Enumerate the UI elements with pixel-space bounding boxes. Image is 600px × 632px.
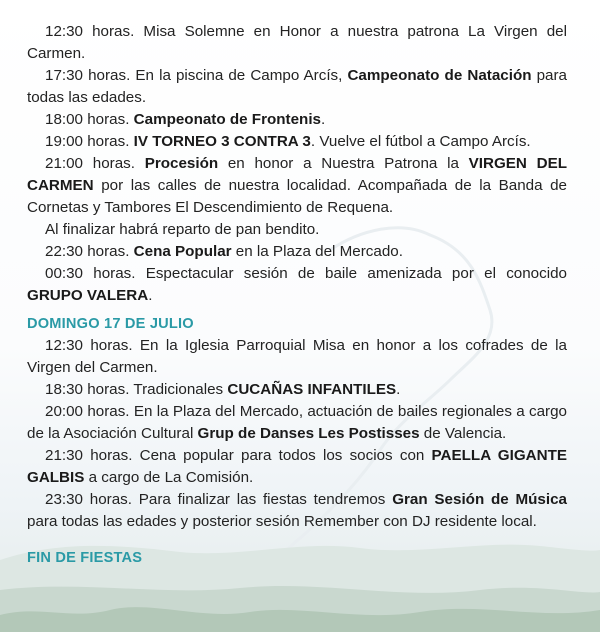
schedule-item xyxy=(27,131,567,153)
body-text: 19:00 horas. xyxy=(45,133,134,150)
body-text: por las calles de nuestra localidad. Acompañada de la Banda de Cornetas y Tambores El Descendimiento de Requena. xyxy=(27,177,567,216)
highlight-text: PAELLA GIGANTE GALBIS xyxy=(27,447,567,486)
body-text: 18:00 horas. xyxy=(45,111,134,128)
schedule-item xyxy=(27,335,567,379)
highlight-text: Cena Popular xyxy=(133,243,232,260)
body-text: de Valencia. xyxy=(419,425,507,442)
schedule-item xyxy=(27,21,567,65)
highlight-text: CUCAÑAS INFANTILES xyxy=(227,381,397,398)
body-text: para todas las edades y posterior sesión Remember con DJ residente local. xyxy=(27,513,537,530)
schedule-item xyxy=(27,153,567,219)
highlight-text: Grup de Danses Les Postisses xyxy=(197,425,420,442)
schedule-item xyxy=(27,219,567,241)
body-text: a cargo de La Comisión. xyxy=(84,469,254,486)
section-heading-fin: FIN DE FIESTAS xyxy=(27,550,143,566)
body-text: 22:30 horas. xyxy=(45,243,134,260)
body-text: 21:00 horas. xyxy=(45,155,145,172)
body-text: para todas las edades. xyxy=(27,67,567,106)
section-heading: DOMINGO 17 DE JULIO xyxy=(27,316,194,332)
highlight-text: VIRGEN DEL CARMEN xyxy=(27,155,567,194)
body-text: . Vuelve el fútbol a Campo Arcís. xyxy=(310,133,531,150)
schedule-item xyxy=(27,65,567,109)
body-text: en la Plaza del Mercado. xyxy=(231,243,403,260)
body-text: 17:30 horas. En la piscina de Campo Arcís, xyxy=(45,67,348,84)
schedule-item xyxy=(27,401,567,445)
highlight-text: Gran Sesión de Música xyxy=(392,491,567,508)
body-text: 20:00 horas. En la Plaza del Mercado, actuación de bailes regionales a cargo de la Asociación Cultural xyxy=(27,403,567,442)
schedule-item xyxy=(27,445,567,489)
body-text: en honor a Nuestra Patrona la xyxy=(218,155,469,172)
highlight-text: Campeonato de Frontenis xyxy=(133,111,321,128)
body-text: 21:30 horas. Cena popular para todos los socios con xyxy=(45,447,432,464)
body-text: . xyxy=(396,381,401,398)
body-text: . xyxy=(321,111,326,128)
body-text: Al finalizar habrá reparto de pan bendito. xyxy=(45,221,320,238)
body-text: 12:30 horas. Misa Solemne en Honor a nuestra patrona La Virgen del Carmen. xyxy=(27,23,567,62)
schedule-item xyxy=(27,109,567,131)
program-text xyxy=(27,21,567,569)
schedule-item xyxy=(27,263,567,307)
schedule-item xyxy=(27,489,567,533)
highlight-text: Campeonato de Natación xyxy=(347,67,532,84)
highlight-text: GRUPO VALERA xyxy=(27,287,149,304)
body-text: 23:30 horas. Para finalizar las fiestas tendremos xyxy=(45,491,393,508)
schedule-item xyxy=(27,379,567,401)
body-text: . xyxy=(148,287,153,304)
body-text: 00:30 horas. Espectacular sesión de baile amenizada por el conocido xyxy=(45,265,567,282)
body-text: 18:30 horas. Tradicionales xyxy=(45,381,228,398)
body-text: 12:30 horas. En la Iglesia Parroquial Misa en honor a los cofrades de la Virgen del Carmen. xyxy=(27,337,567,376)
schedule-item xyxy=(27,241,567,263)
highlight-text: IV TORNEO 3 CONTRA 3 xyxy=(133,133,311,150)
highlight-text: Procesión xyxy=(144,155,219,172)
